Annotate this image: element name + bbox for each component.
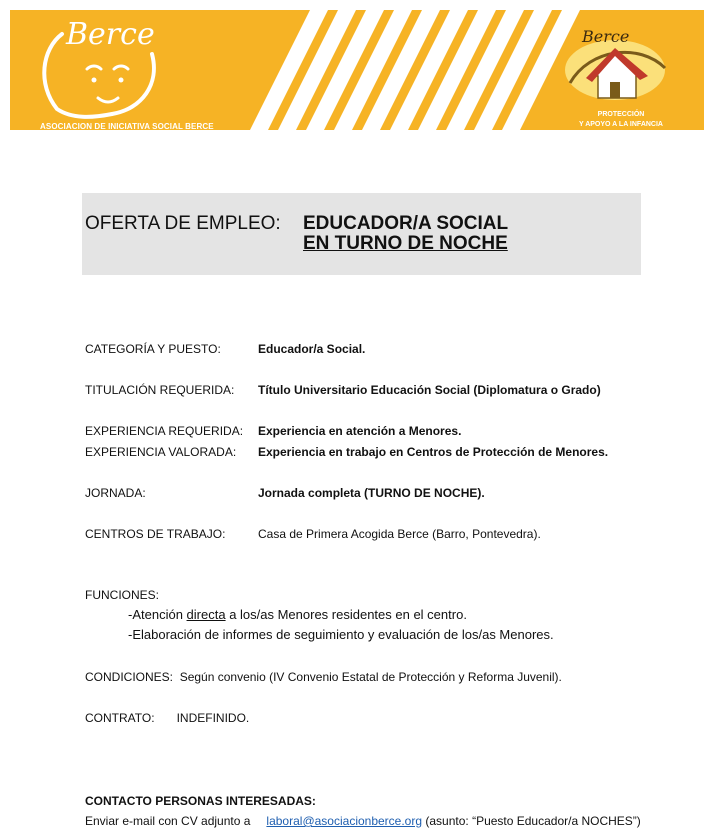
contract-value: INDEFINIDO. [176,711,250,725]
title-box [82,193,641,275]
schedule-value: Jornada completa (TURNO DE NOCHE). [258,486,485,500]
required-experience-label: EXPERIENCIA REQUERIDA: [85,424,244,438]
contract-label: CONTRATO: [85,711,155,725]
right-tagline-2: Y APOYO A LA INFANCIA [578,121,663,128]
job-shift: EN TURNO DE NOCHE [303,233,508,254]
functions-title: FUNCIONES: [85,588,160,602]
function-item-2: -Elaboración de informes de seguimiento y evaluación de los/as Menores. [128,627,554,642]
contact-title: CONTACTO PERSONAS INTERESADAS: [85,794,316,808]
function-item-1-prefix: -Atención [128,607,187,622]
function-item-1-emphasis: directa [186,607,226,622]
contact-email-link[interactable]: laboral@asociacionberce.org [266,814,423,828]
berce-face-logo [32,14,202,122]
category-value: Educador/a Social. [258,342,366,356]
conditions-value: Según convenio (IV Convenio Estatal de Protección y Reforma Juvenil). [179,670,562,684]
offer-label: OFERTA DE EMPLEO: [85,213,281,234]
contract-row [85,711,249,725]
required-experience-value: Experiencia en atención a Menores. [258,424,462,438]
right-tagline-1: PROTECCIÓN [597,111,645,118]
function-item-1 [128,607,467,622]
workplace-label: CENTROS DE TRABAJO: [85,527,226,541]
berce-logo-script: Berce [66,17,155,52]
workplace-value: Casa de Primera Acogida Berce (Barro, Pontevedra). [258,527,541,541]
valued-experience-label: EXPERIENCIA VALORADA: [85,445,237,459]
conditions-row [85,670,562,684]
conditions-label: CONDICIONES: [85,670,174,684]
valued-experience-value: Experiencia en trabajo en Centros de Protección de Menores. [258,445,609,459]
category-label: CATEGORÍA Y PUESTO: [85,342,221,356]
header-banner [10,10,704,130]
schedule-label: JORNADA: [85,486,146,500]
degree-value: Título Universitario Educación Social (Diplomatura o Grado) [258,383,601,397]
association-name: ASOCIACION DE INICIATIVA SOCIAL BERCE [40,122,214,130]
house-logo [560,28,680,110]
degree-label: TITULACIÓN REQUERIDA: [85,383,235,397]
contact-subject: (asunto: “Puesto Educador/a NOCHES”) [425,814,641,828]
contact-row [85,814,641,828]
house-logo-script: Berce [582,28,630,46]
contact-prefix: Enviar e-mail con CV adjunto a [85,814,251,828]
job-title: EDUCADOR/A SOCIAL [303,213,509,234]
function-item-1-suffix: a los/as Menores residentes en el centro. [225,607,467,622]
